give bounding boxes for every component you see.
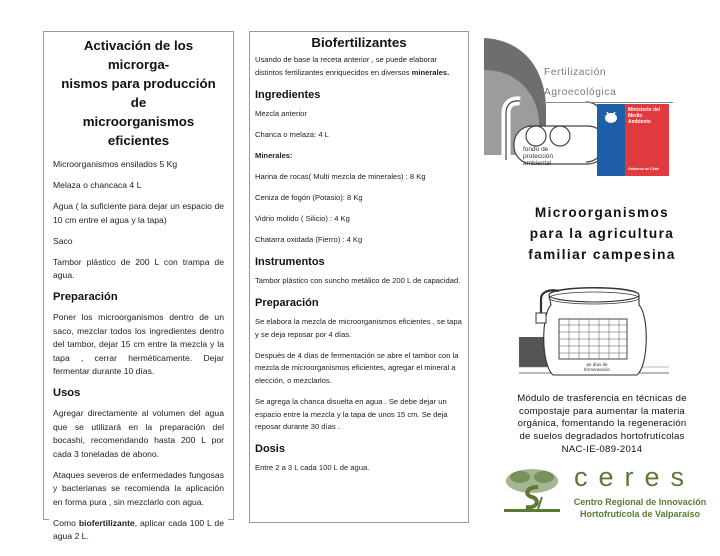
ministerio-line: Ambiente bbox=[628, 119, 651, 125]
ceres-subtitle bbox=[564, 496, 716, 520]
cover-title bbox=[484, 202, 720, 265]
title-line: nismos para producción de bbox=[61, 76, 216, 110]
border-corner bbox=[43, 519, 49, 520]
ingredient-item: Microorganismos ensilados 5 Kg bbox=[53, 159, 178, 169]
fpa-text bbox=[523, 146, 553, 167]
mineral-item: Ceniza de fogón (Potasio): 8 Kg bbox=[255, 192, 363, 202]
ingredient-item: Saco bbox=[53, 235, 73, 246]
chile-flag-blue bbox=[597, 104, 625, 176]
usos-item-biofertilizante bbox=[53, 517, 224, 544]
title-line: microorganismos eficientes bbox=[82, 114, 195, 148]
cover-title-line: para la agricultura bbox=[529, 226, 675, 241]
preparacion-heading: Preparación bbox=[255, 297, 319, 310]
drum-caption bbox=[567, 362, 627, 372]
intro-prefix: Usando de base la receta anterior , se puede elaborar distintos fertilizantes enriquecidos en diversos bbox=[255, 55, 437, 77]
fertilizacion-line: Agroecológica bbox=[544, 87, 617, 98]
border-corner bbox=[228, 519, 234, 520]
ceres-tree-icon bbox=[502, 467, 562, 519]
preparacion-step: Se elabora la mezcla de microorganismos eficientes , se tapa y se deja reposar por 4 días. bbox=[255, 317, 462, 339]
text-prefix: Como bbox=[53, 517, 79, 528]
preparacion-step: Se agrega la chanca disuelta en agua . Se debe dejar un espacio entre la mezcla y la tapa de unos 15 cm. Se deja reposar durante 30 días . bbox=[255, 397, 448, 432]
project-code: NAC-IE-089-2014 bbox=[561, 444, 643, 455]
fertilizacion-line: Fertilización bbox=[544, 67, 607, 78]
bold-term: biofertilizante bbox=[78, 517, 135, 528]
panel2-title: Biofertilizantes bbox=[311, 35, 407, 50]
module-line: Módulo de trasferencia en técnicas de bbox=[517, 393, 687, 404]
instrumentos-heading: Instrumentos bbox=[255, 256, 325, 269]
divider bbox=[542, 102, 673, 103]
mineral-item: Harina de rocas( Multi mezcla de minerales) : 8 Kg bbox=[255, 171, 426, 181]
preparacion-heading: Preparación bbox=[53, 291, 118, 303]
ceres-wordmark: ceres bbox=[574, 462, 696, 492]
ministerio-text bbox=[628, 107, 660, 125]
module-line: de suelos degradados hortofrutícolas bbox=[519, 430, 685, 442]
intro-text bbox=[255, 54, 463, 79]
ingredient-item: Mezcla anterior bbox=[255, 108, 307, 118]
fermentation-drum-illustration bbox=[519, 275, 669, 385]
dosis-heading: Dosis bbox=[255, 443, 285, 456]
gobierno-text: Gobierno de Chile bbox=[628, 167, 659, 171]
module-line: compostaje para aumentar la materia bbox=[519, 405, 685, 417]
ingredient-item: Tambor plástico de 200 L con trampa de agua. bbox=[53, 256, 224, 280]
ingredient-item: Chanca o melaza: 4 L bbox=[255, 129, 329, 139]
minerales-label bbox=[255, 150, 463, 163]
module-line: orgánica, fomentando la regeneración bbox=[517, 418, 687, 430]
panel-activacion bbox=[43, 31, 234, 541]
ministerio-line: Medio bbox=[628, 113, 643, 119]
fertilizacion-label bbox=[544, 63, 616, 103]
instrumentos-text: Tambor plástico con suncho metálico de 200 L de capacidad. bbox=[255, 276, 461, 286]
ministerio-line: Ministerio del bbox=[628, 107, 661, 113]
ceres-sub-line: Centro Regional de Innovación bbox=[573, 497, 707, 507]
panel1-title bbox=[53, 36, 224, 150]
mineral-item: Chatarra oxidada (Fierro) : 4 Kg bbox=[255, 235, 363, 245]
cover-panel bbox=[484, 30, 720, 556]
text-suffix: , aplicar cada 100 L de agua 2 L. bbox=[53, 517, 224, 541]
cover-title-line: Microorganismos bbox=[534, 205, 670, 220]
dosis-text: Entre 2 a 3 L cada 100 L de agua. bbox=[255, 463, 370, 473]
usos-heading: Usos bbox=[53, 387, 81, 399]
module-description bbox=[484, 393, 720, 443]
ingredientes-heading: Ingredientes bbox=[255, 88, 321, 101]
ceres-sub-line: Hortofrutícola de Valparaíso bbox=[579, 509, 701, 519]
drum-caption-line: fermentación bbox=[583, 367, 610, 372]
preparacion-text: Poner los microorganismos dentro de un saco, mezclar todos los ingredientes dentro del tambor, dejar 15 cm entre la mezcla y la tapa , cerrar herméticamente. Dejar fermentar durante 10 días. bbox=[53, 312, 224, 376]
chile-flag-red bbox=[625, 104, 669, 176]
ingredient-item: Melaza o chancaca 4 L bbox=[53, 180, 142, 190]
fpa-text-line: ambiental bbox=[523, 160, 552, 167]
cover-title-line: familiar campesina bbox=[528, 247, 676, 262]
chile-crest-icon bbox=[603, 110, 619, 124]
preparacion-step: Después de 4 días de fermentación se abre el tambor con la mezcla de microorganismos eficientes, agregar el mineral a elección, o mezclarlos. bbox=[255, 350, 459, 385]
ingredient-item: Agua ( la suficiente para dejar un espacio de 10 cm entre el agua y la tapa) bbox=[53, 201, 224, 225]
ministerio-logo bbox=[597, 104, 669, 176]
minerales-label-text: Minerales: bbox=[255, 150, 293, 160]
usos-item: Ataques severos de enfermedades fungosas y bacterianas se recomienda la aplicación en forma pura , sin mezclarlo con agua. bbox=[53, 469, 224, 507]
drum-caption-line: pe días de bbox=[586, 362, 608, 367]
bold-term: minerales. bbox=[411, 67, 450, 77]
title-line: Activación de los microrga- bbox=[83, 38, 194, 72]
fpa-text-line: protección bbox=[523, 153, 553, 160]
usos-item: Agregar directamente al volumen del agua que se utilizará en la preparación del bocashi, recomendando hasta 200 L por cada 3 toneladas de abono. bbox=[53, 408, 224, 459]
panel-biofertilizantes bbox=[249, 31, 469, 523]
fpa-text-line: fondo de bbox=[523, 146, 549, 153]
mineral-item: Vidrio molido ( Silicio) : 4 Kg bbox=[255, 214, 350, 224]
